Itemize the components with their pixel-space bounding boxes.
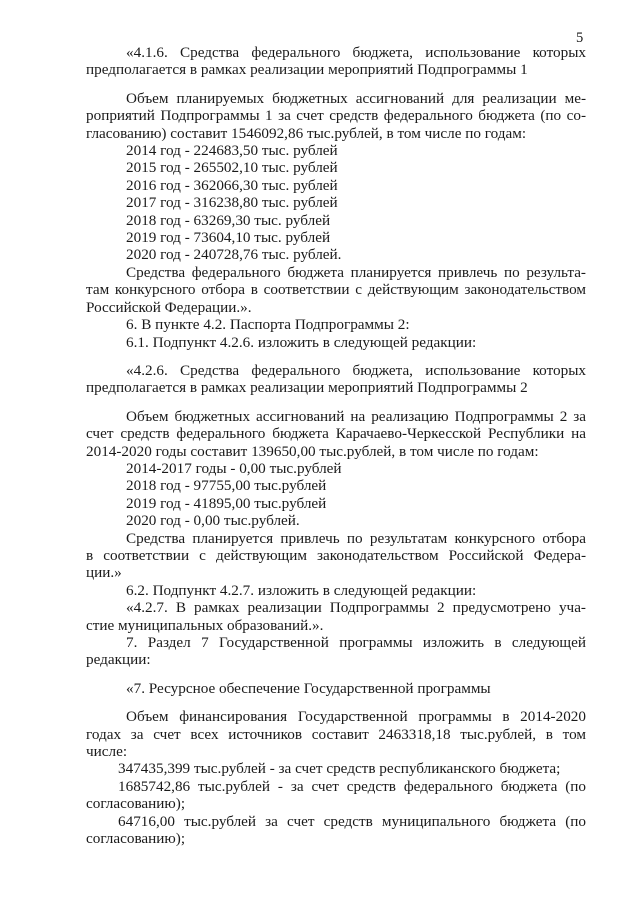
year-line: 2015 год - 265502,10 тыс. рублей bbox=[126, 159, 338, 177]
paragraph-line: гласованию) составит 1546092,86 тыс.рублей, в том числе по годам: bbox=[86, 124, 527, 142]
year-line: 2017 год - 316238,80 тыс. рублей bbox=[126, 194, 338, 212]
year-line: 2014 год - 224683,50 тыс. рублей bbox=[126, 142, 338, 160]
page-number: 5 bbox=[576, 30, 584, 46]
year-line: 2019 год - 73604,10 тыс. рублей bbox=[126, 229, 331, 247]
year-line: 2019 год - 41895,00 тыс.рублей bbox=[126, 494, 327, 512]
paragraph-line: счет средств федерального бюджета Карачаево-Черкесской Республики на bbox=[86, 425, 586, 443]
funding-line: согласованию); bbox=[86, 830, 186, 848]
item-line: 6.1. Подпункт 4.2.6. изложить в следующей редакции: bbox=[126, 333, 477, 351]
paragraph-line: Средства планируется привлечь по результатам конкурсного отбора bbox=[126, 529, 586, 547]
paragraph-line: Объем планируемых бюджетных ассигнований для реализации ме- bbox=[126, 89, 586, 107]
item-line: редакции: bbox=[86, 651, 151, 669]
year-line: 2018 год - 63269,30 тыс. рублей bbox=[126, 211, 331, 229]
funding-line: согласованию); bbox=[86, 795, 186, 813]
paragraph-line: Средства федерального бюджета планируется привлечь по результа- bbox=[126, 263, 586, 281]
section-heading-416-line2: предполагается в рамках реализации мероприятий Подпрограммы 1 bbox=[86, 61, 528, 79]
funding-line: 347435,399 тыс.рублей - за счет средств республиканского бюджета; bbox=[118, 760, 561, 778]
paragraph-line: Российской Федерации.». bbox=[86, 298, 252, 316]
item-line: 6.2. Подпункт 4.2.7. изложить в следующей редакции: bbox=[126, 581, 477, 599]
paragraph-line: роприятий Подпрограммы 1 за счет средств федерального бюджета (по со- bbox=[86, 107, 586, 125]
funding-line: 1685742,86 тыс.рублей - за счет средств федерального бюджета (по bbox=[118, 777, 586, 795]
section-heading-426-line1: «4.2.6. Средства федерального бюджета, использование которых bbox=[126, 361, 586, 379]
paragraph-line: в соответствии с действующим законодательством Российской Федера- bbox=[86, 546, 586, 564]
year-line: 2018 год - 97755,00 тыс.рублей bbox=[126, 477, 327, 495]
year-line: 2020 год - 0,00 тыс.рублей. bbox=[126, 512, 300, 530]
paragraph-line: ции.» bbox=[86, 564, 122, 582]
paragraph-line: Объем бюджетных ассигнований на реализацию Подпрограммы 2 за bbox=[126, 407, 586, 425]
funding-line: 64716,00 тыс.рублей за счет средств муниципального бюджета (по bbox=[118, 812, 586, 830]
document-body bbox=[86, 44, 586, 847]
quote-line: стие муниципальных образований.». bbox=[86, 616, 324, 634]
year-line: 2020 год - 240728,76 тыс. рублей. bbox=[126, 246, 342, 264]
item-line: 7. Раздел 7 Государственной программы изложить в следующей bbox=[126, 634, 586, 651]
paragraph-line: Объем финансирования Государственной программы в 2014-2020 bbox=[126, 708, 586, 726]
section-heading-7: «7. Ресурсное обеспечение Государственной программы bbox=[126, 679, 491, 697]
paragraph-line: годах за счет всех источников составит 2463318,18 тыс.рублей, в том bbox=[86, 725, 586, 743]
paragraph-line: числе: bbox=[86, 743, 128, 761]
section-heading-416-line1: «4.1.6. Средства федерального бюджета, использование которых bbox=[126, 44, 586, 61]
paragraph-line: 2014-2020 годы составит 139650,00 тыс.рублей, в том числе по годам: bbox=[86, 442, 539, 460]
item-line: 6. В пункте 4.2. Паспорта Подпрограммы 2: bbox=[126, 316, 410, 334]
quote-line: «4.2.7. В рамках реализации Подпрограммы 2 предусмотрено уча- bbox=[126, 599, 586, 617]
year-line: 2016 год - 362066,30 тыс. рублей bbox=[126, 176, 338, 194]
year-line: 2014-2017 годы - 0,00 тыс.рублей bbox=[126, 459, 342, 477]
paragraph-line: там конкурсного отбора в соответствии с действующим законодательством bbox=[86, 281, 586, 299]
section-heading-426-line2: предполагается в рамках реализации мероприятий Подпрограммы 2 bbox=[86, 379, 528, 397]
